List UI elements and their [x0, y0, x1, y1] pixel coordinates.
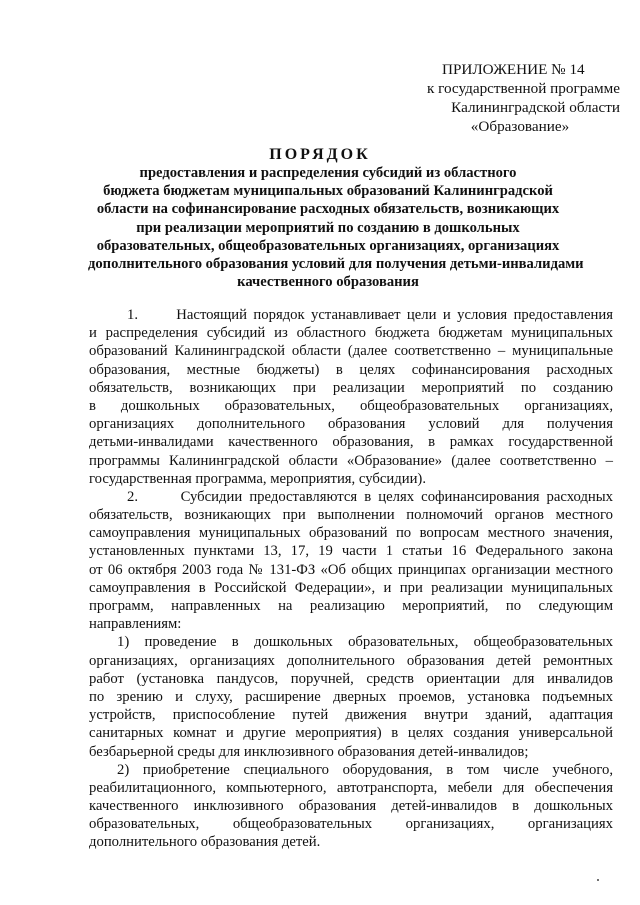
subtitle-line: при реализации мероприятий по созданию в дошкольных: [136, 219, 520, 236]
paragraph-line: обязательств, возникающих при выполнении полномочий органов местного: [89, 507, 613, 524]
paragraph-line: программ, направленных на реализацию мероприятий, по следующим: [89, 598, 613, 614]
paragraph-line: от 06 октября 2003 года № 131-ФЗ «Об общих принципах организации местного: [89, 561, 613, 578]
appendix-program: к государственной программе: [426, 80, 620, 97]
document-body: [89, 306, 613, 852]
paragraph-line: образовательных, общеобразовательных организациях, организациях: [89, 816, 613, 833]
subtitle-line: бюджета бюджетам муниципальных образований Калининградской: [103, 183, 553, 200]
appendix-program-name: «Образование»: [470, 118, 570, 135]
document-subtitle: [88, 164, 584, 291]
paragraph-line: образования, местные бюджеты) в целях софинансирования расходных: [89, 361, 613, 378]
paragraph-line: в дошкольных образовательных, общеобразовательных организациях,: [89, 397, 613, 414]
paragraph-line: установленных пунктами 13, 17, 19 части 1 статьи 16 Федерального закона: [89, 543, 613, 560]
paragraph-line: 2. Субсидии предоставляются в целях софинансирования расходных: [127, 488, 613, 505]
paragraph-line: санитарных комнат и другие мероприятия) в целях создания универсальной: [89, 725, 613, 742]
paragraph-line: государственная программа, мероприятия, субсидии).: [89, 470, 426, 487]
paragraph-line: дополнительного образования детей.: [89, 834, 321, 851]
paragraph-line: программы Калининградской области «Образование» (далее соответственно –: [89, 452, 613, 469]
paragraph-line: самоуправления муниципальных образований по вопросам местного значения,: [89, 525, 613, 542]
subtitle-line: области на софинансирование расходных обязательств, возникающих: [96, 201, 560, 218]
subtitle-line: дополнительного образования условий для получения детьми-инвалидами: [88, 256, 584, 273]
paragraph-line: организациях дополнительного образования условий для получения: [89, 416, 613, 433]
paragraph-line: обязательств, возникающих при реализации мероприятий по созданию: [89, 379, 613, 396]
paragraph-line: 1. Настоящий порядок устанавливает цели и условия предоставления: [127, 307, 613, 323]
document-title: ПОРЯДОК: [269, 146, 371, 163]
paragraph-line: детьми-инвалидами качественного образования, в рамках государственной: [89, 434, 613, 451]
scan-speck: [597, 879, 599, 881]
paragraph-line: организациях, организациях дополнительного образования детей ремонтных: [89, 652, 613, 669]
paragraph-line: и распределения субсидий из областного бюджета бюджетам муниципальных: [89, 325, 613, 342]
paragraph-line: по зрению и слуху, расширение дверных проемов, установка подъемных: [89, 688, 613, 705]
appendix-header: [390, 60, 620, 136]
subtitle-line: образовательных, общеобразовательных организациях, организациях: [96, 237, 560, 254]
paragraph-line: качественного инклюзивного образования детей-инвалидов в дошкольных: [89, 798, 613, 815]
paragraph-line: работ (установка пандусов, поручней, средств ориентации для инвалидов: [89, 670, 613, 687]
appendix-region: Калининградской области: [451, 99, 620, 116]
paragraph-line: безбарьерной среды для инклюзивного образования детей-инвалидов;: [89, 743, 529, 760]
appendix-number: ПРИЛОЖЕНИЕ № 14: [442, 61, 585, 78]
paragraph-line: устройств, приспособление путей движения внутри зданий, адаптация: [89, 707, 613, 724]
paragraph-line: реабилитационного, компьютерного, автотранспорта, мебели для обеспечения: [89, 779, 613, 796]
subtitle-line: предоставления и распределения субсидий из областного: [139, 165, 517, 181]
paragraph-line: 1) проведение в дошкольных образовательных, общеобразовательных: [117, 634, 613, 651]
paragraph-line: направлениям:: [89, 616, 182, 633]
subtitle-line: качественного образования: [237, 274, 419, 291]
paragraph-line: образований Калининградской области (далее соответственно – муниципальные: [89, 343, 613, 360]
paragraph-line: самоуправления в Российской Федерации», и при реализации муниципальных: [89, 579, 613, 596]
paragraph-line: 2) приобретение специального оборудования, в том числе учебного,: [117, 761, 613, 778]
